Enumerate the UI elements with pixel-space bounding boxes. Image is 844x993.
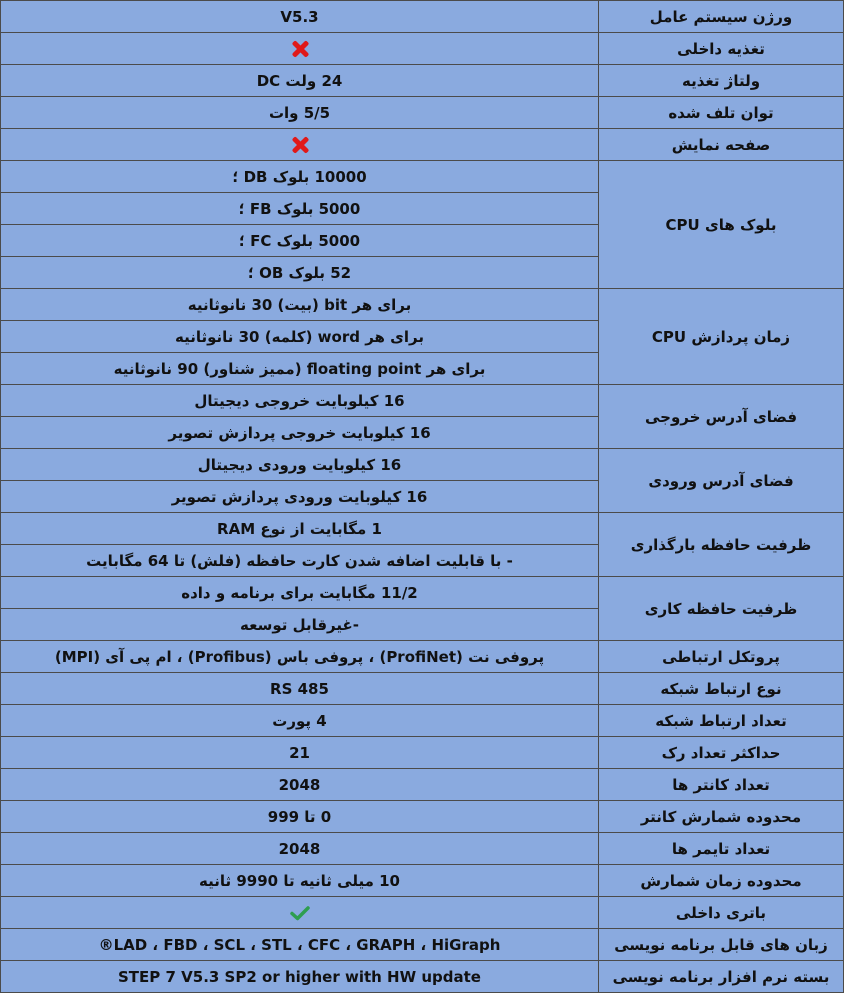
battery-label: باتری داخلی	[599, 897, 844, 929]
row-network-type	[1, 673, 844, 705]
timer-range-value: 10 میلی ثانیه تا 9990 ثانیه	[1, 865, 599, 897]
row-timer-range	[1, 865, 844, 897]
cpu-processing-value-3: برای هر floating point (ممیز شناور) 90 نانوثانیه	[1, 353, 599, 385]
row-display	[1, 129, 844, 161]
power-loss-label: توان تلف شده	[599, 97, 844, 129]
cpu-blocks-label: بلوک های CPU	[599, 161, 844, 289]
network-count-value: 4 پورت	[1, 705, 599, 737]
cross-icon	[291, 40, 309, 58]
row-output-address	[1, 385, 844, 417]
timers-label: تعداد تایمر ها	[599, 833, 844, 865]
cpu-blocks-value-2: 5000 بلوک FB ؛	[1, 193, 599, 225]
input-address-value-1: 16 کیلوبایت ورودی دیجیتال	[1, 449, 599, 481]
internal-power-label: تغذیه داخلی	[599, 33, 844, 65]
row-battery	[1, 897, 844, 929]
display-label: صفحه نمایش	[599, 129, 844, 161]
counters-label: تعداد کانتر ها	[599, 769, 844, 801]
work-memory-value-2: -غیرقابل توسعه	[1, 609, 599, 641]
os-version-value: V5.3	[1, 1, 599, 33]
input-address-label: فضای آدرس ورودی	[599, 449, 844, 513]
output-address-label: فضای آدرس خروجی	[599, 385, 844, 449]
protocol-label: پروتکل ارتباطی	[599, 641, 844, 673]
row-max-racks	[1, 737, 844, 769]
languages-value: LAD ، FBD ، SCL ، STL ، CFC ، GRAPH ، HiGraph®	[1, 929, 599, 961]
row-supply-voltage	[1, 65, 844, 97]
cpu-processing-value-2: برای هر word (کلمه) 30 نانوثانیه	[1, 321, 599, 353]
row-languages	[1, 929, 844, 961]
protocol-value: پروفی نت (ProfiNet) ، پروفی باس (Profibus) ، ام پی آی (MPI)	[1, 641, 599, 673]
cpu-processing-label: زمان پردازش CPU	[599, 289, 844, 385]
supply-voltage-label: ولتاژ تغذیه	[599, 65, 844, 97]
input-address-value-2: 16 کیلوبایت ورودی پردازش تصویر	[1, 481, 599, 513]
row-cpu-blocks	[1, 161, 844, 193]
cpu-blocks-value-4: 52 بلوک OB ؛	[1, 257, 599, 289]
counter-range-label: محدوده شمارش کانتر	[599, 801, 844, 833]
supply-voltage-value: 24 ولت DC	[1, 65, 599, 97]
row-counters	[1, 769, 844, 801]
work-memory-label: ظرفیت حافظه کاری	[599, 577, 844, 641]
network-type-label: نوع ارتباط شبکه	[599, 673, 844, 705]
row-power-loss	[1, 97, 844, 129]
row-load-memory	[1, 513, 844, 545]
output-address-value-2: 16 کیلوبایت خروجی پردازش تصویر	[1, 417, 599, 449]
counter-range-value: 0 تا 999	[1, 801, 599, 833]
cpu-blocks-value-1: 10000 بلوک DB ؛	[1, 161, 599, 193]
battery-value	[1, 897, 599, 929]
output-address-value-1: 16 کیلوبایت خروجی دیجیتال	[1, 385, 599, 417]
software-label: بسته نرم افزار برنامه نویسی	[599, 961, 844, 993]
cpu-blocks-value-3: 5000 بلوک FC ؛	[1, 225, 599, 257]
row-work-memory	[1, 577, 844, 609]
max-racks-label: حداکثر تعداد رک	[599, 737, 844, 769]
cpu-processing-value-1: برای هر bit (بیت) 30 نانوثانیه	[1, 289, 599, 321]
counters-value: 2048	[1, 769, 599, 801]
load-memory-value-2: - با قابلیت اضافه شدن کارت حافظه (فلش) تا 64 مگابایت	[1, 545, 599, 577]
work-memory-value-1: 11/2 مگابایت برای برنامه و داده	[1, 577, 599, 609]
timer-range-label: محدوده زمان شمارش	[599, 865, 844, 897]
row-os-version	[1, 1, 844, 33]
software-value: STEP 7 V5.3 SP2 or higher with HW update	[1, 961, 599, 993]
os-version-label: ورژن سیستم عامل	[599, 1, 844, 33]
row-counter-range	[1, 801, 844, 833]
row-software	[1, 961, 844, 993]
max-racks-value: 21	[1, 737, 599, 769]
row-network-count	[1, 705, 844, 737]
cross-icon	[291, 136, 309, 154]
row-timers	[1, 833, 844, 865]
row-input-address	[1, 449, 844, 481]
languages-label: زبان های قابل برنامه نویسی	[599, 929, 844, 961]
display-value	[1, 129, 599, 161]
load-memory-label: ظرفیت حافظه بارگذاری	[599, 513, 844, 577]
row-internal-power	[1, 33, 844, 65]
network-count-label: تعداد ارتباط شبکه	[599, 705, 844, 737]
power-loss-value: 5/5 وات	[1, 97, 599, 129]
internal-power-value	[1, 33, 599, 65]
load-memory-value-1: 1 مگابایت از نوع RAM	[1, 513, 599, 545]
timers-value: 2048	[1, 833, 599, 865]
network-type-value: RS 485	[1, 673, 599, 705]
row-protocol	[1, 641, 844, 673]
row-cpu-processing	[1, 289, 844, 321]
check-icon	[290, 905, 310, 921]
